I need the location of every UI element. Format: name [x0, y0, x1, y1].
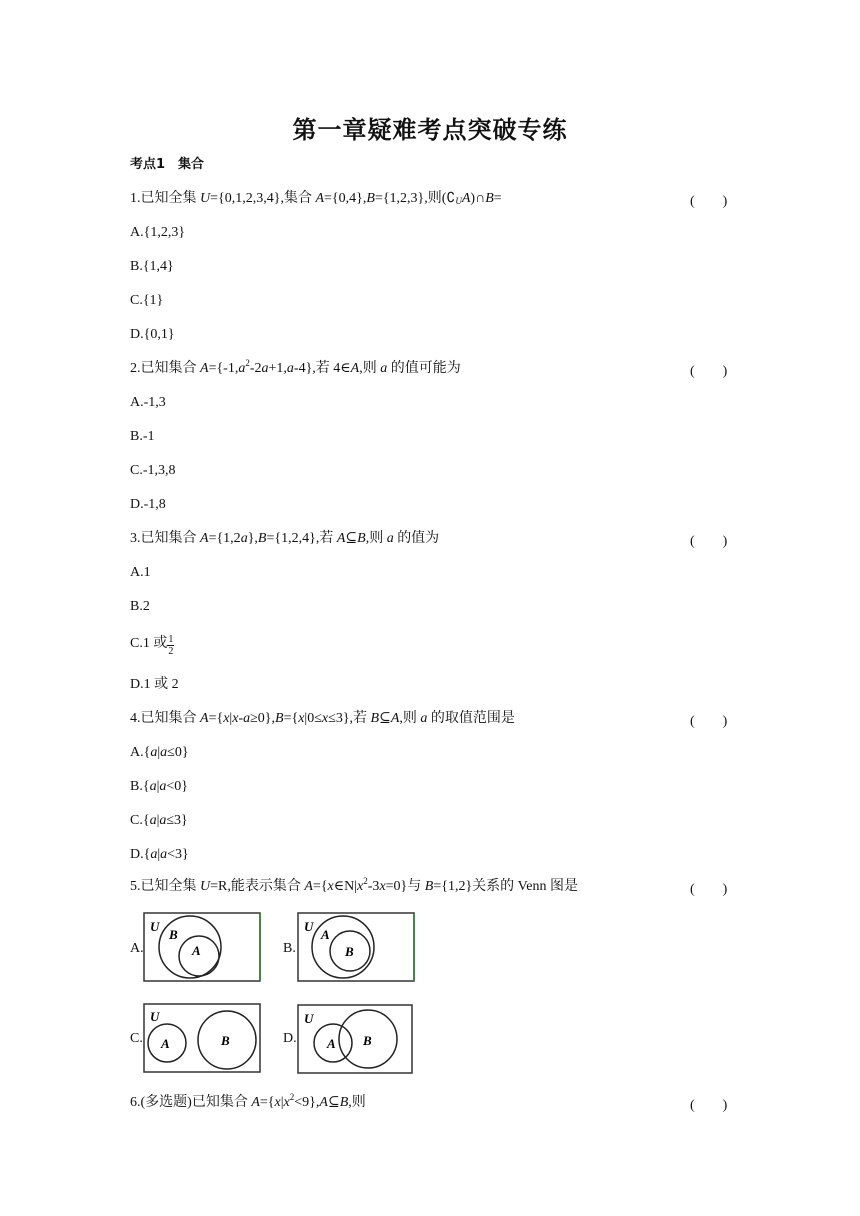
answer-blank-3: ( ) — [690, 534, 728, 549]
q1-option-a: A.{1,2,3} — [130, 225, 186, 240]
question-5: 5.已知全集 U=R,能表示集合 $A=\{x\in N|x^2-3x=0\}$与 B={1,2}关系的 Venn 图是 — [130, 876, 578, 894]
venn-a-u-label: U — [150, 919, 160, 934]
venn-option-d-label: D. — [283, 1031, 297, 1046]
q4-option-b: B.{a|a<0} — [130, 779, 188, 794]
venn-d-b-label: B — [363, 1033, 372, 1048]
q1-option-c: C.{1} — [130, 293, 164, 308]
venn-a-b-label: B — [169, 927, 178, 942]
q1-option-d: D.{0,1} — [130, 327, 175, 342]
q4-option-c: C.{a|a≤3} — [130, 813, 188, 828]
q2-option-d: D.-1,8 — [130, 497, 166, 512]
question-3: 3.已知集合 A={1,2a},B={1,2,4},若 A⊆B,则 a 的值为 — [130, 531, 440, 546]
answer-blank-5: ( ) — [690, 882, 728, 897]
fraction-one-half: $\frac{1}{2}$ — [168, 634, 174, 657]
answer-blank-4: ( ) — [690, 714, 728, 729]
venn-b-b-label: B — [345, 944, 354, 959]
question-6: 6.(多选题)已知集合 $A=\{x|x^2<9\},A⊆B$,则 — [130, 1092, 366, 1110]
question-1: 1.已知全集 U={0,1,2,3,4},集合 A={0,4},B={1,2,3},则$(∁_UA)\cap B=$ — [130, 191, 502, 206]
venn-b-u-label: U — [304, 919, 314, 934]
q3-option-d: D.1 或 2 — [130, 677, 179, 692]
q2-option-b: B.-1 — [130, 429, 155, 444]
venn-diagram-c — [143, 1003, 261, 1073]
question-4: 4.已知集合 A={x|x-a≥0},B={x|0≤x≤3},若 B⊆A,则 a 的取值范围是 — [130, 711, 515, 726]
venn-c-a-label: A — [161, 1036, 170, 1051]
venn-diagram-d — [297, 1003, 415, 1075]
venn-d-u-label: U — [304, 1011, 314, 1026]
q2-option-a: A.-1,3 — [130, 395, 166, 410]
answer-blank-2: ( ) — [690, 364, 728, 379]
q2-option-c: C.-1,3,8 — [130, 463, 176, 478]
venn-option-a-label: A. — [130, 941, 144, 956]
venn-c-u-label: U — [150, 1009, 160, 1024]
answer-blank-1: ( ) — [690, 194, 728, 209]
q3-option-b: B.2 — [130, 599, 150, 614]
venn-diagram-a — [143, 911, 261, 983]
q4-option-d: D.{a|a<3} — [130, 847, 189, 862]
section-heading: 考点1 集合 — [130, 157, 205, 172]
page-title: 第一章疑难考点突破专练 — [292, 116, 568, 144]
answer-blank-6: ( ) — [690, 1098, 728, 1113]
q1-option-b: B.{1,4} — [130, 259, 174, 274]
venn-diagram-b — [297, 911, 415, 983]
question-2: 2.已知集合 $A=\{-1,a^2-2a+1,a-4\}$,若 4∈A,则 a 的值可能为 — [130, 358, 461, 376]
venn-option-c-label: C. — [130, 1031, 143, 1046]
q4-option-a: A.{a|a≤0} — [130, 745, 189, 760]
venn-option-b-label: B. — [283, 941, 296, 956]
venn-b-a-label: A — [321, 927, 330, 942]
q3-option-a: A.1 — [130, 565, 151, 580]
venn-a-a-label: A — [192, 943, 201, 958]
q3-option-c: C.1 或 $\frac{1}{2}$ — [130, 634, 174, 657]
venn-c-b-label: B — [221, 1033, 230, 1048]
venn-d-a-label: A — [327, 1036, 336, 1051]
